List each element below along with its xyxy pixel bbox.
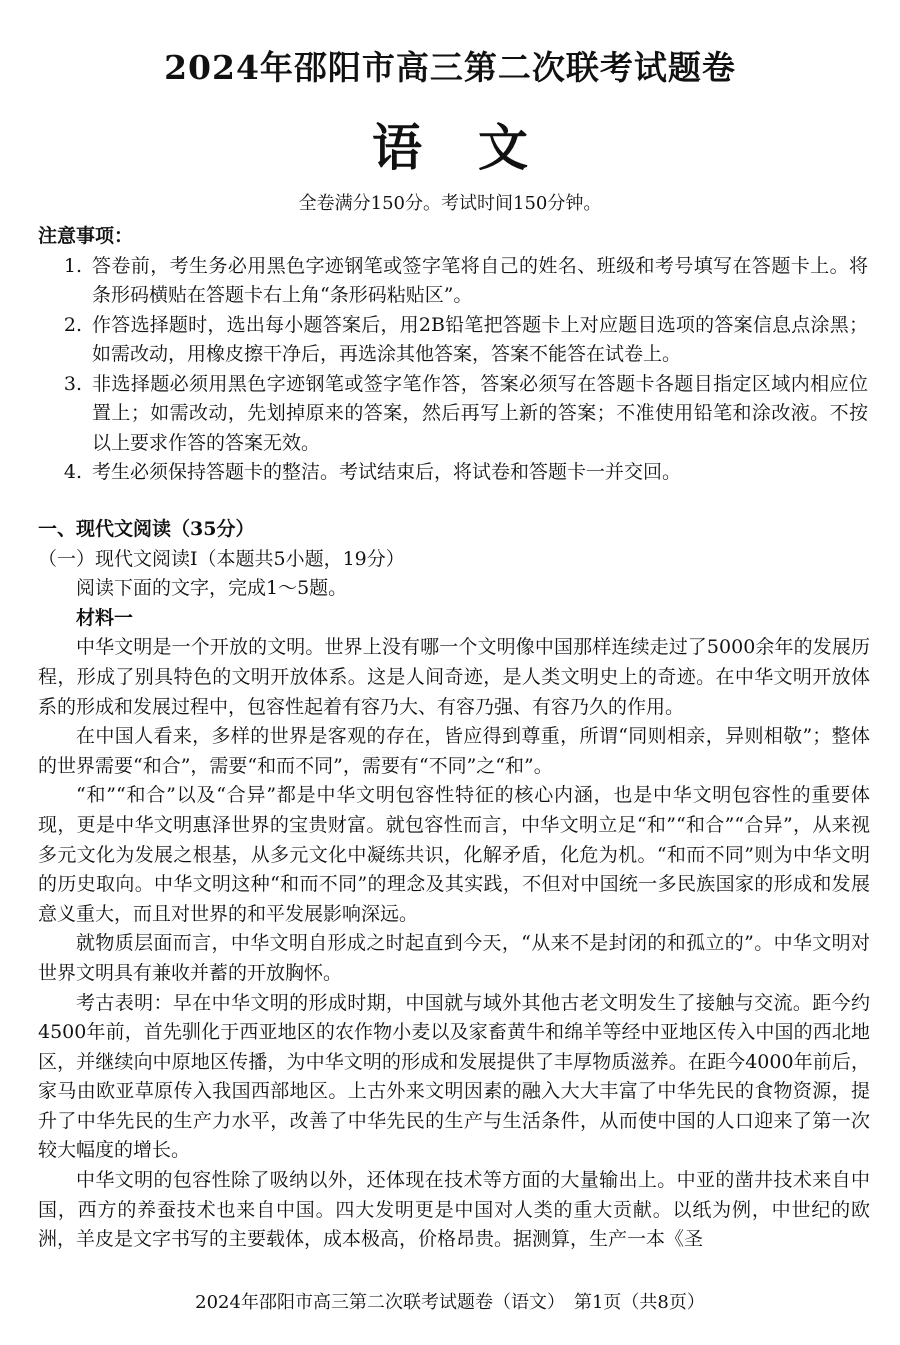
material-label: 材料一: [76, 606, 134, 629]
page-footer: 2024年邵阳市高三第二次联考试题卷（语文） 第1页（共8页）: [195, 1292, 705, 1313]
notice-item-number: 3.: [63, 372, 82, 395]
notice-item: [38, 458, 868, 488]
reading-section: [38, 515, 870, 1255]
notice-item-number: 1.: [63, 254, 82, 277]
passage-paragraph: 中华文明是一个开放的文明。世界上没有哪一个文明像中国那样连续走过了5000余年的发展历程，形成了别具特色的文明开放体系。这是人间奇迹，是人类文明史上的奇迹。在中华文明开放体系的形成和发展过程中，包容性起着有容乃大、有容乃强、有容乃久的作用。: [38, 636, 870, 718]
notice-item-number: 4.: [63, 461, 82, 483]
section-heading: 一、现代文阅读（35分）: [38, 518, 255, 540]
notice-item: [38, 311, 868, 370]
notice-item-text: 作答选择题时，选出每小题答案后，用2B铅笔把答题卡上对应题目选项的答案信息点涂黑；如需改动，用橡皮擦干净后，再选涂其他答案，答案不能答在试卷上。: [92, 313, 868, 365]
passage-paragraph: 在中国人看来，多样的世界是客观的存在，皆应得到尊重，所谓“同则相亲，异则相敬”；整体的世界需要“和合”，需要“和而不同”，需要有“不同”之“和”。: [38, 725, 870, 777]
passage-paragraph: “和”“和合”以及“合异”都是中华文明包容性特征的核心内涵，也是中华文明包容性的重要体现，更是中华文明惠泽世界的宝贵财富。就包容性而言，中华文明立足“和”“和合”“合异”，从来视多元文化为发展之根基，从多元文化中凝练共识，化解矛盾，化危为机。“和而不同”则为中华文明的历史取向。中华文明这种“和而不同”的理念及其实践，不但对中国统一多民族国家的形成和发展意义重大，而且对世界的和平发展影响深远。: [38, 784, 870, 925]
notice-section: [38, 222, 868, 488]
notice-item: [38, 370, 868, 459]
score-time-line: 全卷满分150分。考试时间150分钟。: [298, 193, 602, 214]
notice-heading: 注意事项：: [38, 225, 134, 247]
passage-paragraph: 考古表明：早在中华文明的形成时期，中国就与域外其他古老文明发生了接触与交流。距今约4500年前，首先驯化于西亚地区的农作物小麦以及家畜黄牛和绵羊等经中亚地区传入中国的西北地区，并继续向中原地区传播，为中华文明的形成和发展提供了丰厚物质滋养。在距今4000年前后，家马由欧亚草原传入我国西部地区。上古外来文明因素的融入大大丰富了中华先民的食物资源，提升了中华先民的生产力水平，改善了中华先民的生产与生活条件，从而使中国的人口迎来了第一次较大幅度的增长。: [38, 991, 870, 1162]
passage-paragraph: 就物质层面而言，中华文明自形成之时起直到今天，“从来不是封闭的和孤立的”。中华文明对世界文明具有兼收并蓄的开放胸怀。: [38, 932, 870, 984]
notice-item-text: 非选择题必须用黑色字迹钢笔或签字笔作答，答案必须写在答题卡各题目指定区域内相应位置上；如需改动，先划掉原来的答案，然后再写上新的答案；不准使用铅笔和涂改液。不按以上要求作答的答案无效。: [92, 372, 868, 454]
notice-item: [38, 252, 868, 311]
notice-item-text: 考生必须保持答题卡的整洁。考试结束后，将试卷和答题卡一并交回。: [92, 461, 682, 483]
subject-title: 语文: [372, 118, 584, 177]
notice-item-text: 答卷前，考生务必用黑色字迹钢笔或签字笔将自己的姓名、班级和考号填写在答题卡上。将条形码横贴在答题卡右上角“条形码粘贴区”。: [92, 254, 868, 306]
exam-title: 2024年邵阳市高三第二次联考试题卷: [164, 48, 736, 87]
notice-item-number: 2.: [63, 313, 82, 336]
subsection-heading: （一）现代文阅读Ⅰ（本题共5小题，19分）: [38, 547, 405, 570]
reading-instruction: 阅读下面的文字，完成1～5题。: [76, 577, 348, 600]
passage-paragraph: 中华文明的包容性除了吸纳以外，还体现在技术等方面的大量输出上。中亚的凿井技术来自中国，西方的养蚕技术也来自中国。四大发明更是中国对人类的重大贡献。以纸为例，中世纪的欧洲，羊皮是文字书写的主要载体，成本极高，价格昂贵。据测算，生产一本《圣: [38, 1169, 870, 1251]
